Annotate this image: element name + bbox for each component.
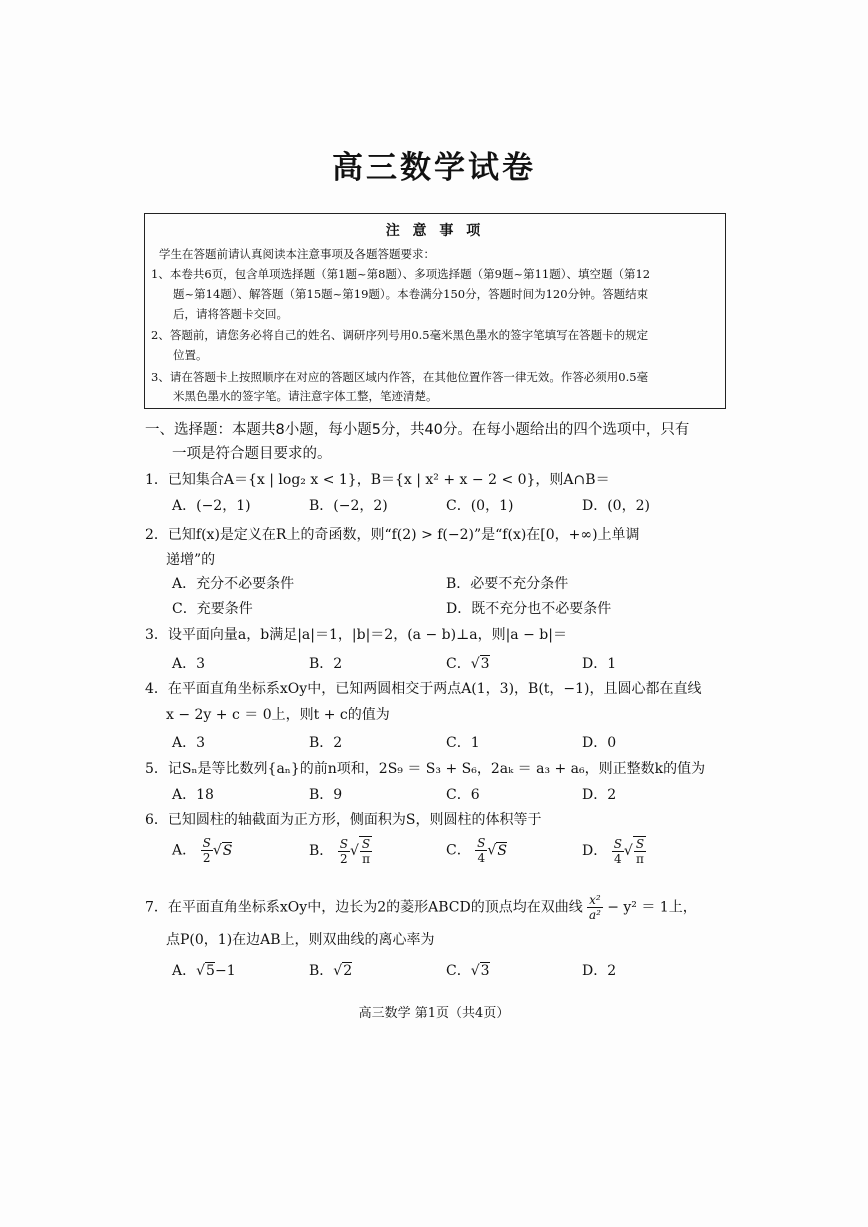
stem-text: − y² ＝ 1上， xyxy=(607,899,697,916)
question-3-option-c: C．√3 xyxy=(446,656,490,672)
question-6-option-c: C． $\frac{S}{4}$ √S xyxy=(446,836,507,865)
question-2-option-c: C．充要条件 xyxy=(172,601,253,617)
notice-heading: 注 意 事 项 xyxy=(385,223,485,239)
notice-box xyxy=(144,213,726,409)
question-5-option-d: D．2 xyxy=(582,787,617,803)
question-2-stem-line-2: 递增”的 xyxy=(166,552,216,568)
question-4-option-c: C．1 xyxy=(446,735,480,751)
denominator: 4 xyxy=(477,851,486,865)
fraction xyxy=(475,836,487,865)
question-4-option-b: B．2 xyxy=(309,735,343,751)
question-5-option-c: C．6 xyxy=(446,787,480,803)
option-suffix: −1 xyxy=(214,963,236,979)
question-2-option-b: B．必要不充分条件 xyxy=(446,576,569,592)
section-heading-line-2: 一项是符合题目要求的。 xyxy=(172,446,332,462)
question-3-option-a: A．3 xyxy=(172,656,206,672)
option-label: B． xyxy=(309,843,334,859)
radicand: 2 xyxy=(343,963,353,979)
radical-fraction xyxy=(359,836,372,866)
option-label: C． xyxy=(446,842,471,859)
fraction xyxy=(201,836,213,865)
notice-item-1-line-1: 1、本卷共6页，包含单项选择题（第1题~第8题）、多项选择题（第9题~第11题）、填空题（第12 xyxy=(151,267,651,281)
page-title: 高三数学试卷 xyxy=(332,150,536,186)
numerator: S xyxy=(361,837,371,851)
question-5-option-b: B．9 xyxy=(309,787,343,803)
notice-item-1-line-2: 题~第14题）、解答题（第15题~第19题）。本卷满分150分，答题时间为120分钟。答题结束 xyxy=(173,287,649,301)
question-7-stem-line-1 xyxy=(145,893,697,922)
numerator: S xyxy=(477,836,486,850)
section-heading-line-1: 一、选择题：本题共8小题，每小题5分，共40分。在每小题给出的四个选项中，只有 xyxy=(145,422,690,438)
denominator: a² xyxy=(588,908,601,922)
fraction xyxy=(587,893,603,922)
radical-fraction xyxy=(633,836,646,866)
question-7-option-d: D．2 xyxy=(582,963,617,979)
question-6-option-a: A． $\frac{S}{2}$ √S xyxy=(172,836,233,865)
question-6-option-d: D． $\frac{S}{4}$ √ $\frac{S}{\pi}$ xyxy=(582,836,645,866)
question-1-option-b: B．(−2，2) xyxy=(309,498,388,514)
fraction xyxy=(612,837,624,866)
question-6-stem: 6．已知圆柱的轴截面为正方形，侧面积为S，则圆柱的体积等于 xyxy=(145,812,542,828)
denominator: 2 xyxy=(340,851,348,866)
numerator: S xyxy=(613,836,622,851)
denominator: 4 xyxy=(613,851,622,866)
denominator: 2 xyxy=(202,851,211,865)
question-4-stem-line-2: x − 2y + c ＝ 0上，则t + c的值为 xyxy=(166,707,390,723)
stem-text: 7．在平面直角坐标系xOy中，边长为2的菱形ABCD的顶点均在双曲线 xyxy=(145,899,583,916)
question-4-stem-line-1: 4．在平面直角坐标系xOy中，已知两圆相交于两点A(1，3)，B(t，−1)，且圆心都在直线 xyxy=(145,681,702,697)
option-label: D． xyxy=(582,843,608,859)
option-label: A． xyxy=(172,963,197,979)
question-1-stem: 1．已知集合A＝{x | log₂ x < 1}，B＝{x | x² + x − 2 < 0}，则A∩B＝ xyxy=(145,472,610,488)
question-1-option-a: A．(−2，1) xyxy=(172,498,251,514)
notice-intro: 学生在答题前请认真阅读本注意事项及各题答题要求： xyxy=(159,247,435,261)
question-6-option-b: B． $\frac{S}{2}$ √ $\frac{S}{\pi}$ xyxy=(309,836,371,866)
radicand: S xyxy=(497,842,507,859)
numerator: S xyxy=(635,837,645,851)
question-3-option-d: D．1 xyxy=(582,656,617,672)
question-2-option-d: D．既不充分也不必要条件 xyxy=(446,601,612,617)
option-label: C． xyxy=(446,963,471,979)
option-label: B． xyxy=(309,963,334,979)
question-7-stem-line-2: 点P(0，1)在边AB上，则双曲线的离心率为 xyxy=(166,932,435,948)
question-4-option-a: A．3 xyxy=(172,735,206,751)
numerator: S xyxy=(202,836,211,850)
notice-item-1-line-3: 后，请将答题卡交回。 xyxy=(173,307,288,321)
question-5-stem: 5．记Sₙ是等比数列{aₙ}的前n项和，2S₉ ＝ S₃ + S₆，2aₖ ＝ a₃ + a₆，则正整数k的值为 xyxy=(145,761,706,777)
notice-item-2-line-2: 位置。 xyxy=(173,348,208,362)
question-5-option-a: A．18 xyxy=(172,787,214,803)
question-4-option-d: D．0 xyxy=(582,735,617,751)
page-footer: 高三数学 第1页（共4页） xyxy=(358,1006,510,1021)
option-label: C． xyxy=(446,656,471,672)
notice-item-3-line-2: 米黑色墨水的签字笔。请注意字体工整，笔迹清楚。 xyxy=(173,389,438,403)
notice-item-2-line-1: 2、答题前，请您务必将自己的姓名、调研序列号用0.5毫米黑色墨水的签字笔填写在答题卡的规定 xyxy=(151,328,649,342)
option-label: A． xyxy=(172,842,197,859)
question-2-option-a: A．充分不必要条件 xyxy=(172,576,295,592)
fraction xyxy=(338,837,350,866)
question-7-option-a: A．√5−1 xyxy=(172,963,236,979)
denominator: π xyxy=(362,852,370,866)
question-7-option-b: B．√2 xyxy=(309,963,353,979)
radicand: S xyxy=(222,842,233,859)
question-3-option-b: B．2 xyxy=(309,656,343,672)
question-2-stem-line-1: 2．已知f(x)是定义在R上的奇函数，则“f(2) > f(−2)”是“f(x)在[0，+∞)上单调 xyxy=(145,527,640,543)
question-1-option-d: D．(0，2) xyxy=(582,498,650,514)
radicand: 5 xyxy=(206,963,215,979)
radicand: 3 xyxy=(480,656,490,672)
notice-item-3-line-1: 3、请在答题卡上按照顺序在对应的答题区域内作答，在其他位置作答一律无效。作答必须用0.5毫 xyxy=(151,370,649,384)
numerator: x² xyxy=(589,893,601,907)
numerator: S xyxy=(339,836,348,851)
radicand: 3 xyxy=(480,963,490,979)
question-1-option-c: C．(0，1) xyxy=(446,498,514,514)
question-7-option-c: C．√3 xyxy=(446,963,490,979)
denominator: π xyxy=(636,852,644,866)
question-3-stem: 3．设平面向量a，b满足|a|＝1，|b|＝2，(a − b)⊥a，则|a − b|＝ xyxy=(145,627,567,643)
